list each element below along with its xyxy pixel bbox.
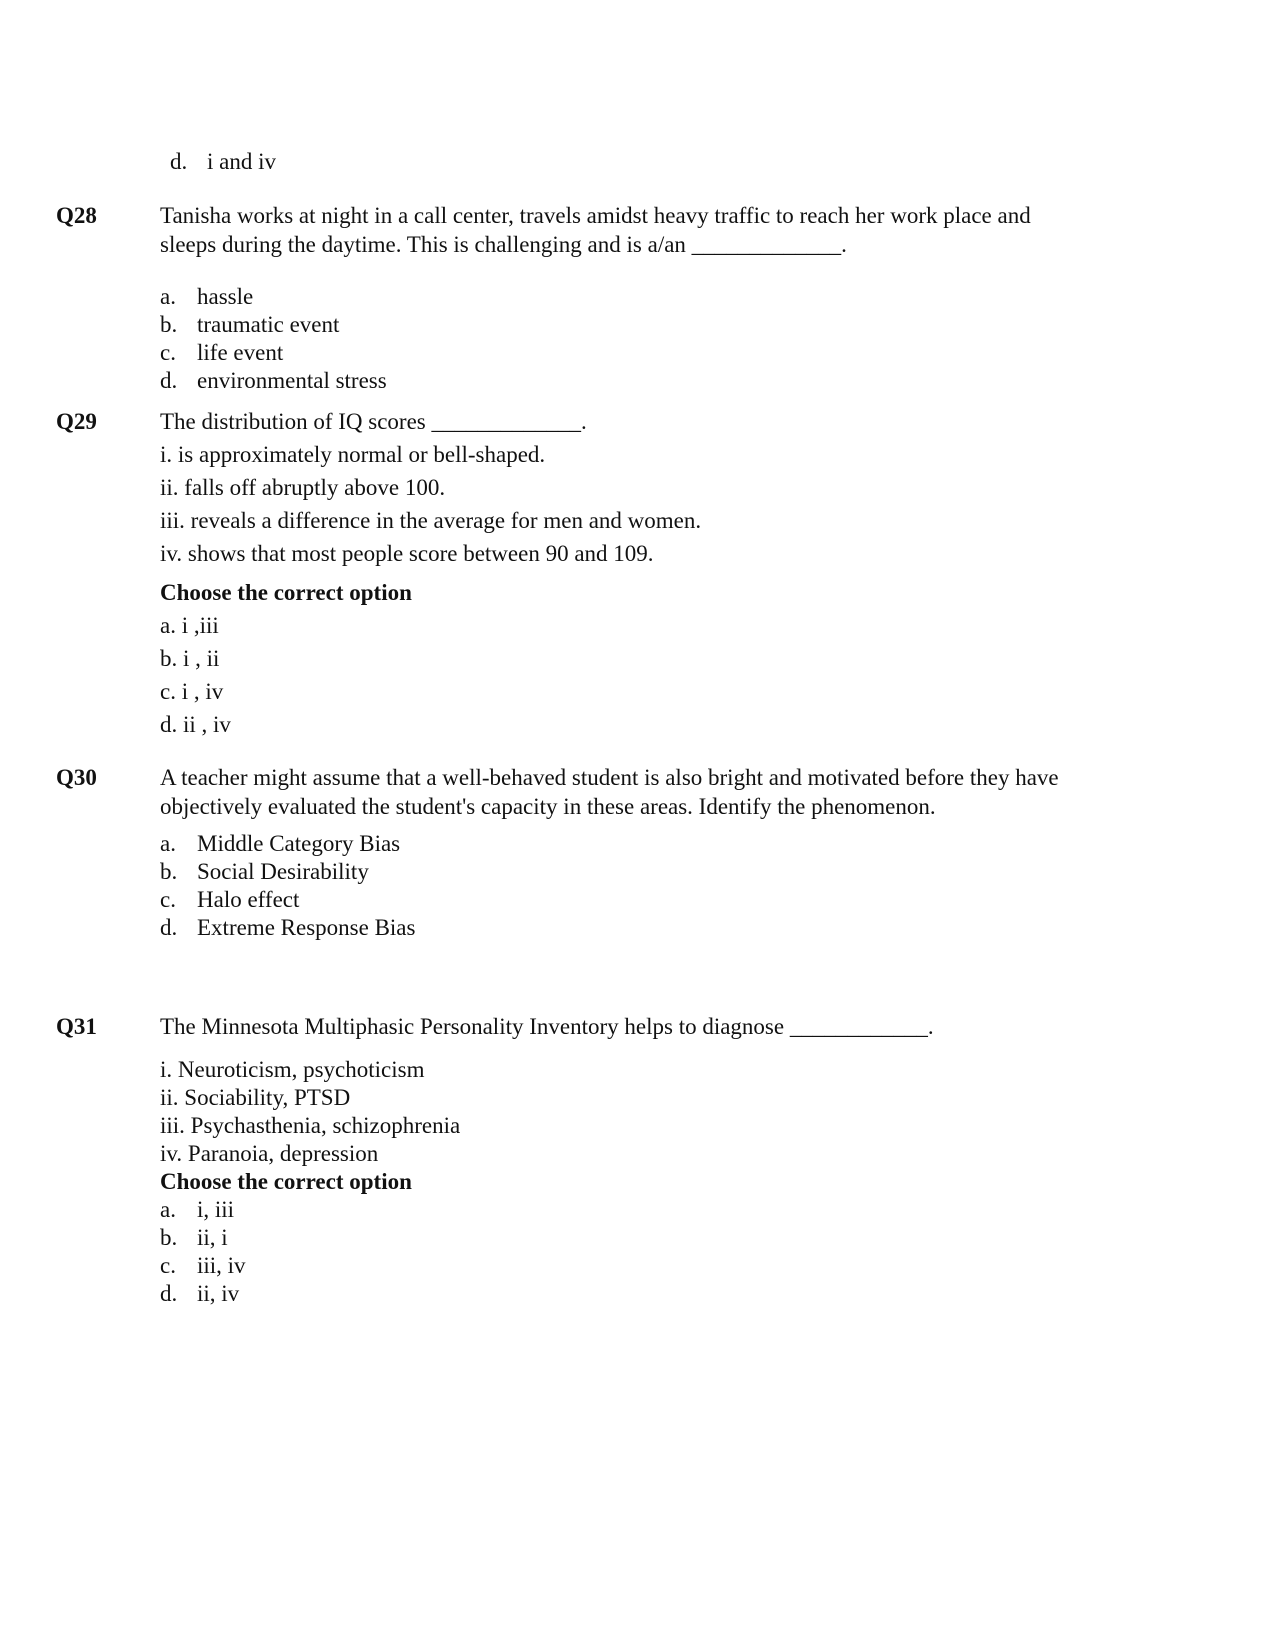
option-label: d. [170,149,188,174]
option-text: Halo effect [197,887,300,912]
option-label: c. [160,1253,176,1278]
option-text: hassle [197,284,254,309]
option-text: environmental stress [197,368,387,393]
q31-statement-iii: iii. Psychasthenia, schizophrenia [160,1113,461,1138]
q29-option-a: a. i ,iii [160,613,219,638]
option-text: traumatic event [197,312,340,337]
q30-option-d [160,914,415,942]
option-label: b. [160,859,178,884]
q31-option-d [160,1280,239,1308]
option-text: i and iv [207,149,276,174]
q28-option-d [160,367,387,395]
option-label: d. [160,368,178,393]
question-stem-q31: The Minnesota Multiphasic Personality Inventory helps to diagnose ____________. [160,1014,934,1039]
option-label: a. [160,284,176,309]
q31-statement-iv: iv. Paranoia, depression [160,1141,379,1166]
q28-option-a [160,283,253,311]
q31-statement-i: i. Neuroticism, psychoticism [160,1057,425,1082]
option-label: b. [160,1225,178,1250]
option-text: i, iii [197,1197,235,1222]
question-stem-q30-line1: A teacher might assume that a well-behaved student is also bright and motivated before they have [160,765,1059,790]
option-label: a. [160,831,176,856]
q28-option-c [160,339,283,367]
q28-option-b [160,311,339,339]
q30-option-c [160,886,299,914]
option-label: a. [160,1197,176,1222]
option-text: Middle Category Bias [197,831,401,856]
q29-statement-i: i. is approximately normal or bell-shaped. [160,442,546,467]
q31-option-c [160,1252,246,1280]
q29-option-d: d. ii , iv [160,712,231,737]
question-stem-q29: The distribution of IQ scores _____________. [160,409,587,434]
question-stem-q28-line2: sleeps during the daytime. This is challenging and is a/an _____________. [160,232,847,257]
question-number-q30: Q30 [56,765,97,790]
option-text: Social Desirability [197,859,369,884]
option-text: ii, iv [197,1281,240,1306]
q29-statement-ii: ii. falls off abruptly above 100. [160,475,446,500]
option-label: b. [160,312,178,337]
q29-statement-iv: iv. shows that most people score between 90 and 109. [160,541,654,566]
option-text: ii, i [197,1225,228,1250]
q30-option-a [160,830,400,858]
question-number-q31: Q31 [56,1014,97,1039]
question-number-q29: Q29 [56,409,97,434]
option-text: Extreme Response Bias [197,915,416,940]
question-stem-q30-line2: objectively evaluated the student's capacity in these areas. Identify the phenomenon. [160,794,936,819]
q29-statement-iii: iii. reveals a difference in the average for men and women. [160,508,702,533]
q29-option-b: b. i , ii [160,646,220,671]
option-text: life event [197,340,284,365]
option-text: iii, iv [197,1253,246,1278]
q31-instruction: Choose the correct option [160,1169,412,1194]
q30-option-b [160,858,369,886]
question-stem-q28-line1: Tanisha works at night in a call center, travels amidst heavy traffic to reach her work place and [160,203,1031,228]
question-number-q28: Q28 [56,203,97,228]
q29-option-c: c. i , iv [160,679,224,704]
prev-question-option-d [170,148,276,176]
q31-option-a [160,1196,234,1224]
q29-instruction: Choose the correct option [160,580,412,605]
option-label: c. [160,887,176,912]
option-label: d. [160,915,178,940]
option-label: d. [160,1281,178,1306]
q31-option-b [160,1224,228,1252]
q31-statement-ii: ii. Sociability, PTSD [160,1085,351,1110]
option-label: c. [160,340,176,365]
